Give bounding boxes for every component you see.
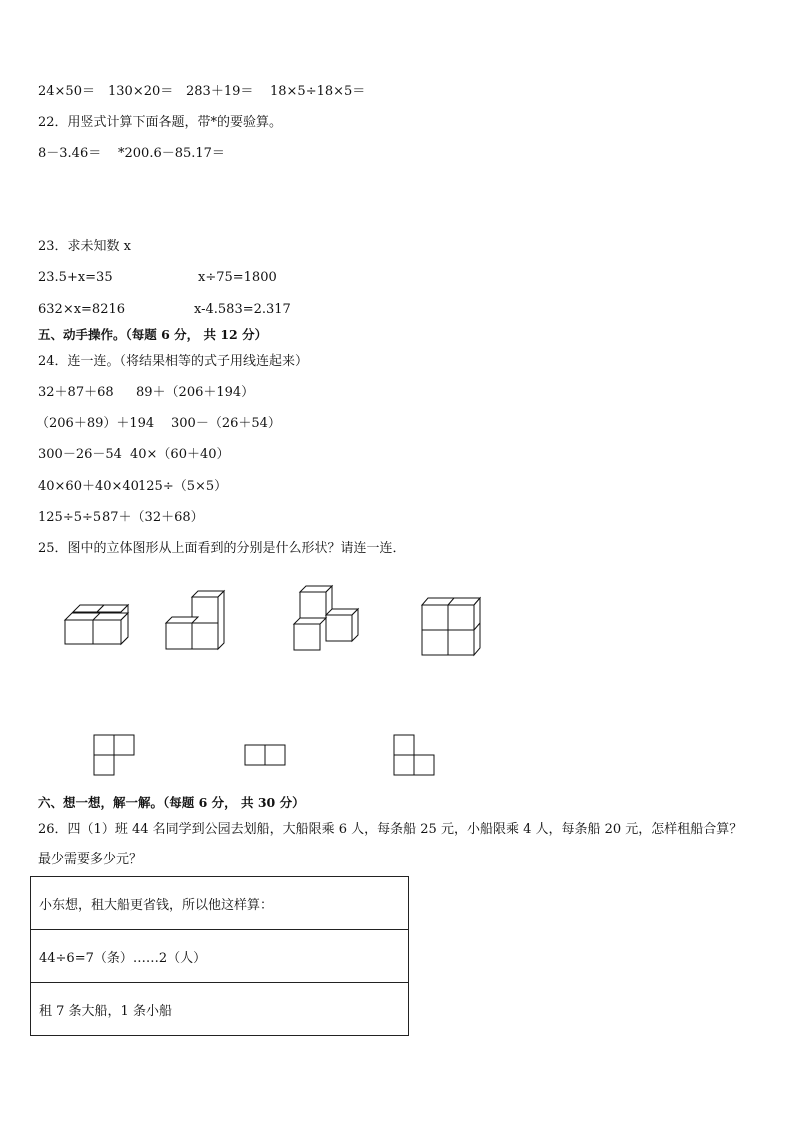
q22-item-2: *200.6－85.17＝	[118, 146, 225, 161]
q26-title-line-1: 26．四（1）班 44 名同学到公园去划船，大船限乘 6 人，每条船 25 元，小船限乘 4 人，每条船 20 元，怎样租船合算？	[38, 822, 743, 837]
q22-item-1: 8－3.46＝	[38, 146, 102, 161]
q23-item-1: 23.5+x=35	[38, 270, 113, 285]
q24-left-5: 125÷5÷5	[38, 510, 102, 525]
q24-title: 24．连一连。（将结果相等的式子用线连起来）	[38, 354, 309, 369]
q24-left-2: （206＋89）＋194	[36, 416, 155, 431]
top-view-2	[243, 743, 287, 767]
q24-right-3: 40×（60＋40）	[130, 447, 230, 462]
q26-title-line-2: 最少需要多少元？	[38, 852, 143, 867]
solid-figure-3	[290, 582, 362, 654]
solid-figure-2	[162, 586, 230, 654]
q24-right-4: 125÷（5×5）	[138, 479, 228, 494]
q23-item-4: x-4.583=2.317	[194, 302, 291, 317]
table-row	[31, 877, 409, 930]
table-cell: 租 7 条大船，1 条小船	[31, 983, 409, 1036]
solid-figure-1	[60, 600, 130, 650]
top-view-1	[92, 733, 136, 777]
calc-4: 18×5÷18×5＝	[270, 84, 366, 99]
table-row	[31, 983, 409, 1036]
solid-figure-4	[418, 592, 484, 658]
q24-left-3: 300－26－54	[38, 447, 122, 462]
q23-item-3: 632×x=8216	[38, 302, 126, 317]
q23-item-2: x÷75=1800	[198, 270, 277, 285]
table-cell: 小东想，租大船更省钱，所以他这样算：	[31, 877, 409, 930]
q22-title: 22．用竖式计算下面各题，带*的要验算。	[38, 115, 283, 130]
calc-1: 24×50＝	[38, 84, 95, 99]
q25-title: 25．图中的立体图形从上面看到的分别是什么形状？请连一连．	[38, 541, 406, 556]
q24-left-1: 32＋87＋68	[38, 385, 114, 400]
q26-solution-table	[30, 876, 409, 1036]
calc-2: 130×20＝	[108, 84, 174, 99]
q23-title: 23．求未知数 x	[38, 239, 132, 254]
q24-left-4: 40×60＋40×40	[38, 479, 139, 494]
q24-right-5: 87＋（32＋68）	[102, 510, 204, 525]
section-6-heading: 六、想一想，解一解。（每题 6 分， 共 30 分）	[38, 795, 305, 810]
section-5-heading: 五、动手操作。（每题 6 分， 共 12 分）	[38, 327, 268, 342]
top-view-3	[392, 733, 436, 777]
calc-3: 283＋19＝	[186, 84, 254, 99]
table-cell: 44÷6=7（条）……2（人）	[31, 930, 409, 983]
q24-right-2: 300－（26＋54）	[171, 416, 281, 431]
table-row	[31, 930, 409, 983]
q24-right-1: 89＋（206＋194）	[136, 385, 255, 400]
